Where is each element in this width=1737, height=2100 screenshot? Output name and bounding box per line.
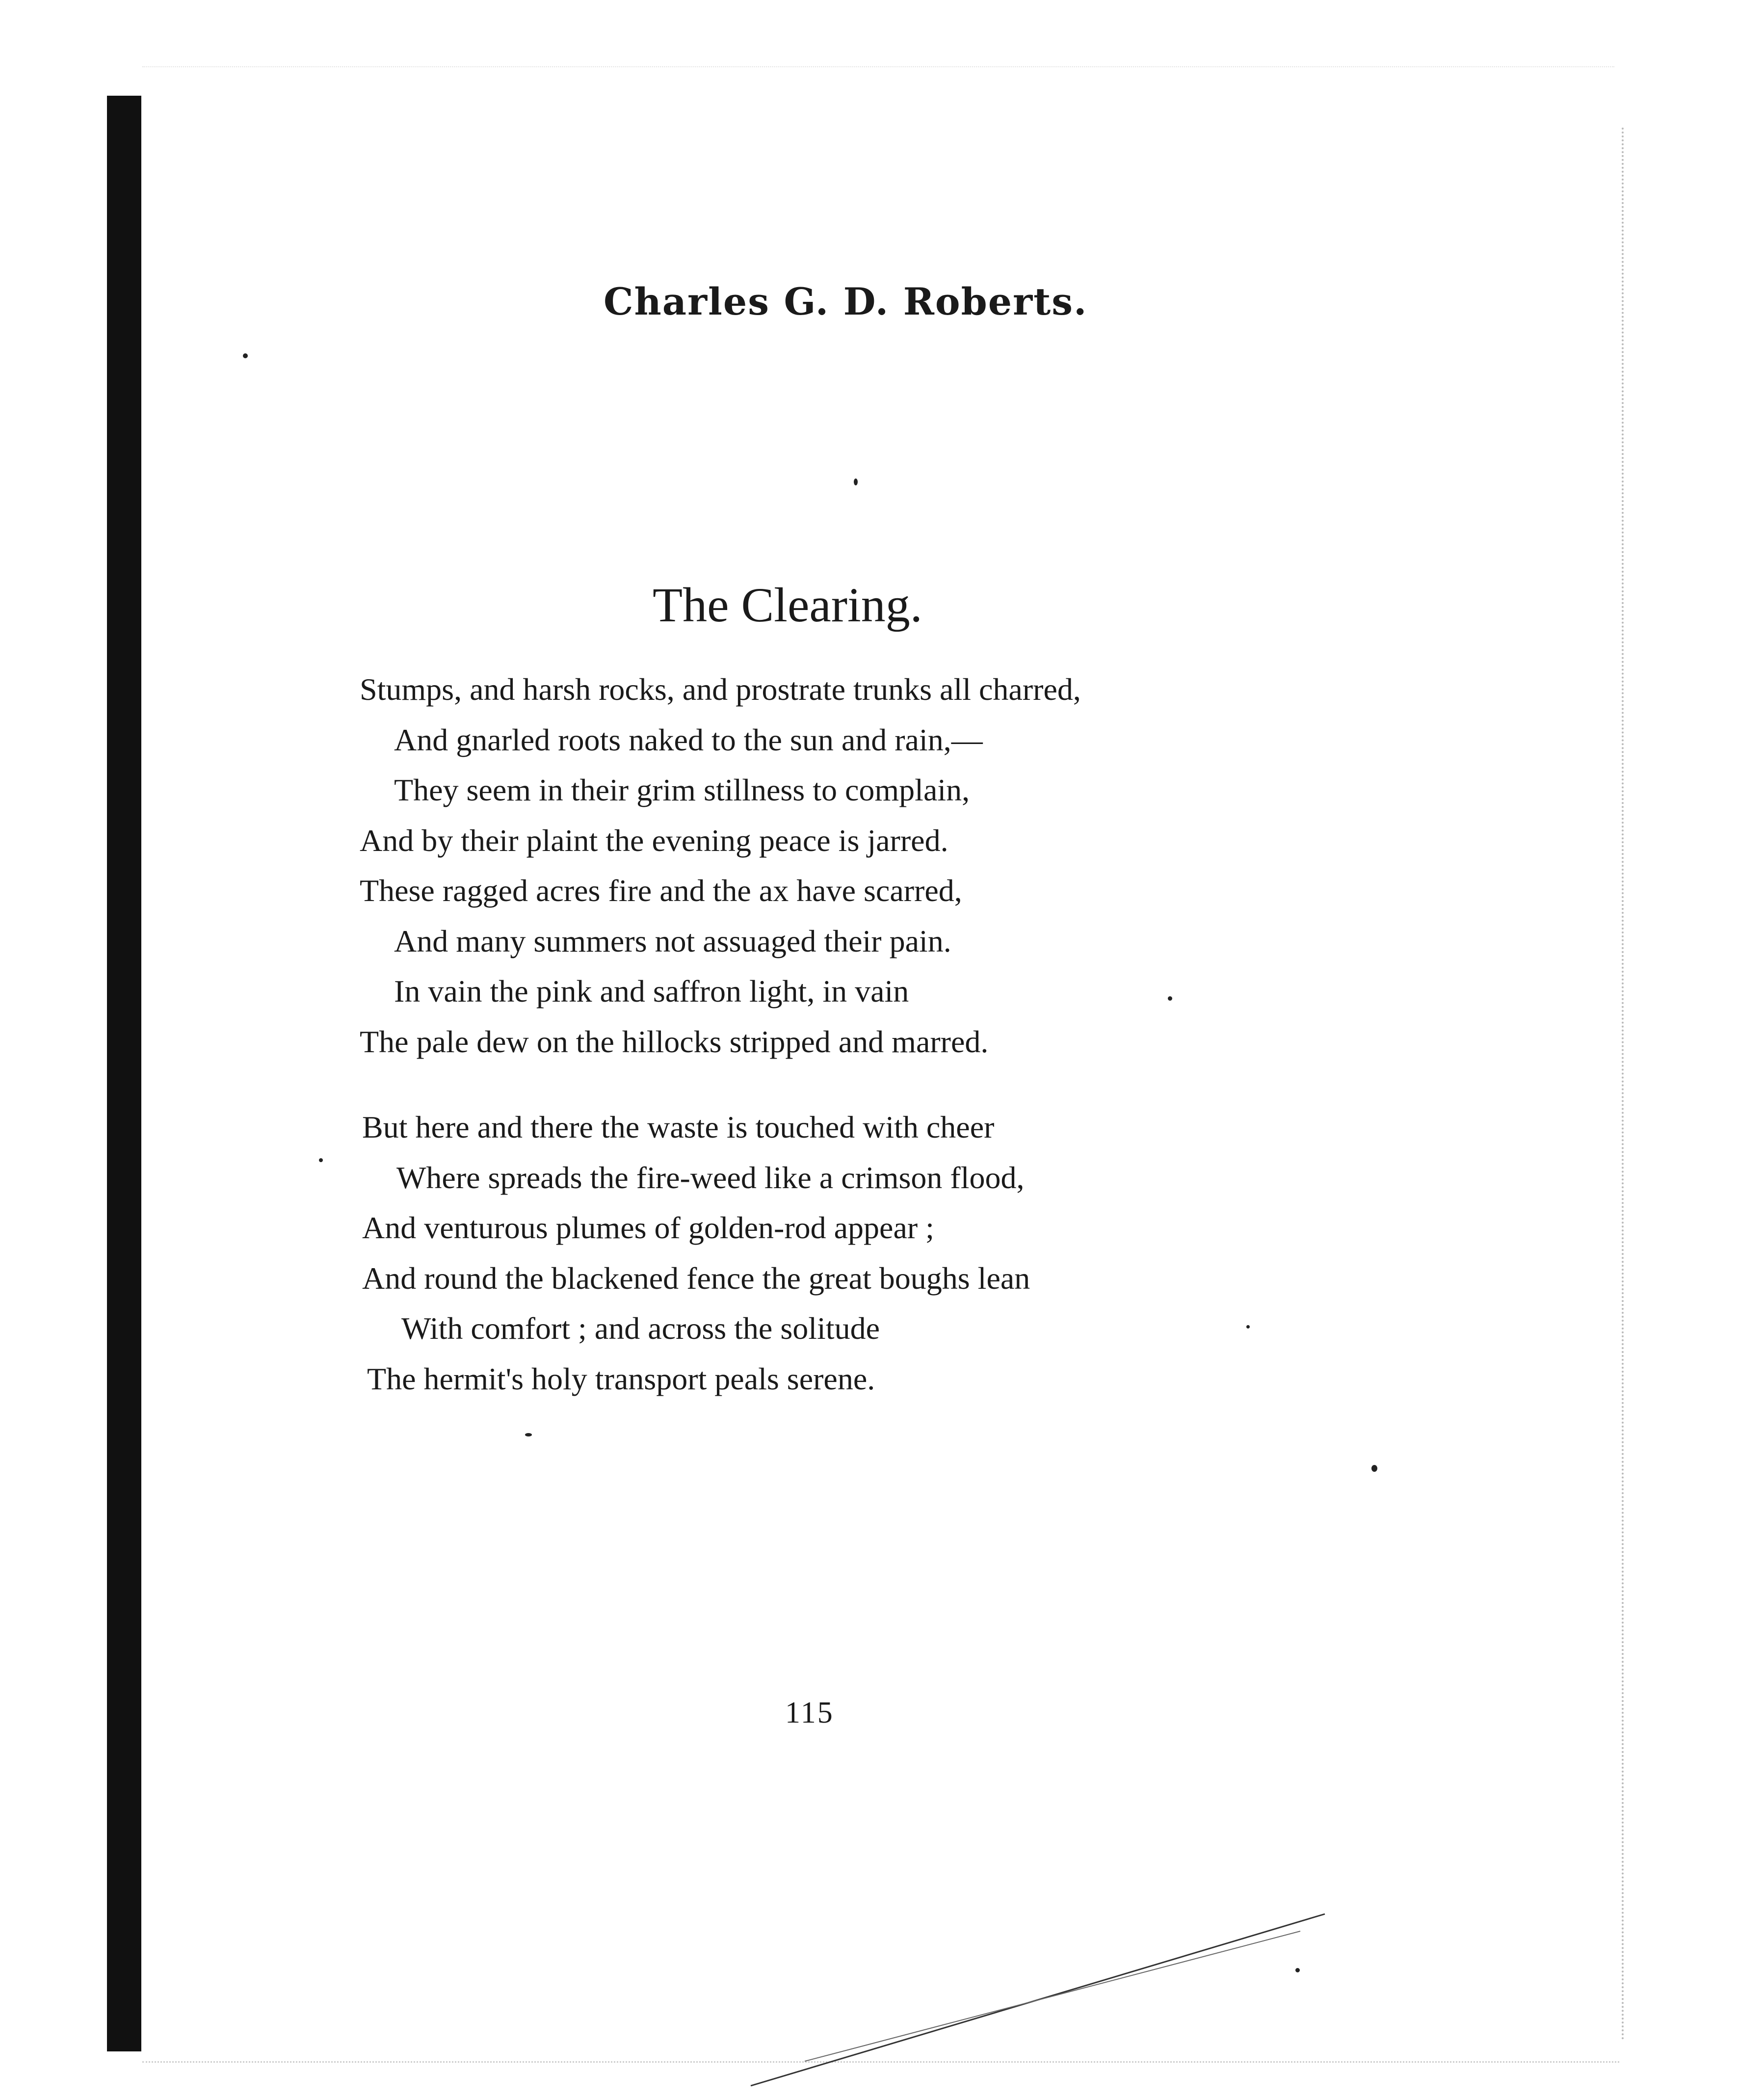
poem-line: Stumps, and harsh rocks, and prostrate trunks all charred, (360, 672, 1081, 707)
poem-line: The hermit's holy transport peals serene. (367, 1361, 875, 1396)
poem-line: These ragged acres fire and the ax have scarred, (360, 873, 962, 908)
page-number: 115 (785, 1696, 834, 1729)
poem-line: In vain the pink and saffron light, in vain (394, 974, 909, 1009)
poem-line: And venturous plumes of golden-rod appear ; (362, 1210, 934, 1245)
poem-line: With comfort ; and across the solitude (401, 1311, 880, 1346)
poem-line: They seem in their grim stillness to complain, (394, 772, 970, 807)
poem-line: And round the blackened fence the great boughs lean (362, 1261, 1030, 1296)
poem-line: And by their plaint the evening peace is jarred. (360, 823, 948, 858)
poem-title: The Clearing. (653, 578, 922, 632)
poem-line: Where spreads the fire-weed like a crimson flood, (396, 1160, 1025, 1195)
poem-line: But here and there the waste is touched with cheer (362, 1110, 995, 1144)
poem-line: And gnarled roots naked to the sun and rain,— (394, 722, 983, 757)
poem-line: And many summers not assuaged their pain. (394, 924, 951, 958)
poem-line: The pale dew on the hillocks stripped and marred. (360, 1024, 989, 1059)
author-header: Charles G. D. Roberts. (604, 280, 1088, 323)
